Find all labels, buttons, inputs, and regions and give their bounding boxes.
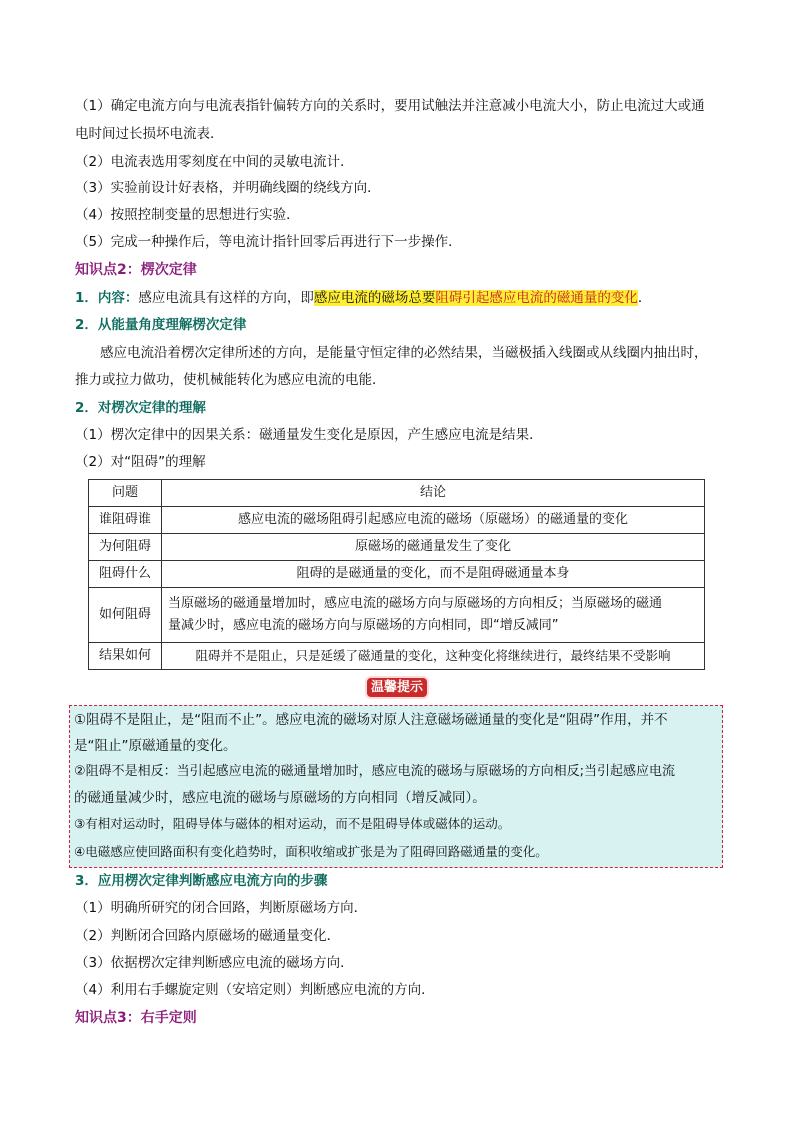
hinder-table	[88, 479, 705, 670]
note-3: （3）实验前设计好表格，并明确线圈的绕线方向．	[75, 180, 381, 196]
row-question: 如何阻碍	[89, 588, 162, 643]
kp3-title: 知识点3：右手定则	[75, 1010, 197, 1026]
table-row	[89, 534, 705, 561]
row-answer-line-1: 当原磁场的磁通量增加时，感应电流的磁场方向与原磁场的方向相反；当原磁场的磁通	[168, 596, 663, 611]
note-1: （1）确定电流方向与电流表指针偏转方向的关系时，要用试触法并注意减小电流大小，防止电流过大或通	[75, 98, 705, 114]
tip-line-2: ②阻碍不是相反：当引起感应电流的磁通量增加时，感应电流的磁场与原磁场的方向相反;当引起感应电流	[74, 764, 676, 779]
row-answer-line-2: 量减少时，感应电流的磁场方向与原磁场的方向相同，即“增反减同”	[168, 618, 559, 633]
table-row	[89, 561, 705, 588]
tip-badge: 温馨提示	[367, 678, 427, 697]
row-question: 为何阻碍	[89, 534, 162, 561]
energy-line-2: 推力或拉力做功，使机械能转化为感应电流的电能．	[75, 372, 386, 388]
row-answer: 感应电流的磁场阻碍引起感应电流的磁场（原磁场）的磁通量的变化	[162, 507, 705, 534]
row-answer: 原磁场的磁通量发生了变化	[162, 534, 705, 561]
hinder-line: （2）对“阻碍”的理解	[75, 454, 206, 470]
header-question: 问题	[89, 480, 162, 507]
header-conclusion: 结论	[162, 480, 705, 507]
cause-line: （1）楞次定律中的因果关系：磁通量发生变化是原因，产生感应电流是结果．	[75, 427, 543, 443]
energy-title: 2．从能量角度理解楞次定律	[75, 317, 247, 333]
understand-title: 2．对楞次定律的理解	[75, 400, 206, 416]
row-question: 结果如何	[89, 643, 162, 670]
content-highlight-2: 阻碍引起感应电流的磁通量的变化	[435, 290, 638, 306]
tip-line-4: ④电磁感应使回路面积有变化趋势时，面积收缩或扩张是为了阻碍回路磁通量的变化。	[74, 844, 548, 859]
note-4: （4）按照控制变量的思想进行实验．	[75, 207, 300, 223]
table-row	[89, 643, 705, 670]
kp2-title: 知识点2：楞次定律	[75, 262, 197, 278]
content-end: ．	[637, 290, 652, 306]
content-highlight-1: 感应电流的磁场总要	[313, 290, 436, 306]
kp2-content	[75, 288, 651, 308]
step-2: （2）判断闭合回路内原磁场的磁通量变化．	[75, 928, 341, 944]
note-1-cont: 电时间过长损坏电流表．	[75, 126, 224, 142]
step-3: （3）依据楞次定律判断感应电流的磁场方向．	[75, 955, 354, 971]
table-row	[89, 588, 705, 643]
content-label: 1．内容：	[75, 290, 139, 306]
row-question: 阻碍什么	[89, 561, 162, 588]
table-row	[89, 507, 705, 534]
steps-title: 3．应用楞次定律判断感应电流方向的步骤	[75, 873, 328, 889]
energy-line-1: 感应电流沿着楞次定律所述的方向，是能量守恒定律的必然结果，当磁极插入线圈或从线圈内抽出时，	[100, 345, 708, 361]
tip-line-2-cont: 的磁通量减少时，感应电流的磁场与原磁场的方向相同（增反减同）。	[74, 790, 486, 806]
step-4: （4）利用右手螺旋定则（安培定则）判断感应电流的方向．	[75, 982, 435, 998]
note-2: （2）电流表选用零刻度在中间的灵敏电流计．	[75, 154, 354, 170]
tip-line-1-cont: 是“阻止”原磁通量的变化。	[74, 738, 237, 754]
tip-box	[69, 705, 723, 868]
table-header-row	[89, 480, 705, 507]
note-5: （5）完成一种操作后，等电流计指针回零后再进行下一步操作．	[75, 234, 462, 250]
row-answer: 阻碍并不是阻止，只是延缓了磁通量的变化，这种变化将继续进行，最终结果不受影响	[162, 643, 705, 670]
tip-line-3: ③有相对运动时，阻碍导体与磁体的相对运动，而不是阻碍导体或磁体的运动。	[74, 816, 511, 831]
content-text: 感应电流具有这样的方向，即	[138, 290, 314, 306]
tip-line-1: ①阻碍不是阻止，是“阻而不止”。感应电流的磁场对原人注意磁场磁通量的变化是“阻碍”作用，并不	[74, 712, 668, 728]
row-question: 谁阻碍谁	[89, 507, 162, 534]
row-answer: 阻碍的是磁通量的变化，而不是阻碍磁通量本身	[162, 561, 705, 588]
step-1: （1）明确所研究的闭合回路，判断原磁场方向．	[75, 900, 368, 916]
row-answer	[162, 588, 705, 643]
